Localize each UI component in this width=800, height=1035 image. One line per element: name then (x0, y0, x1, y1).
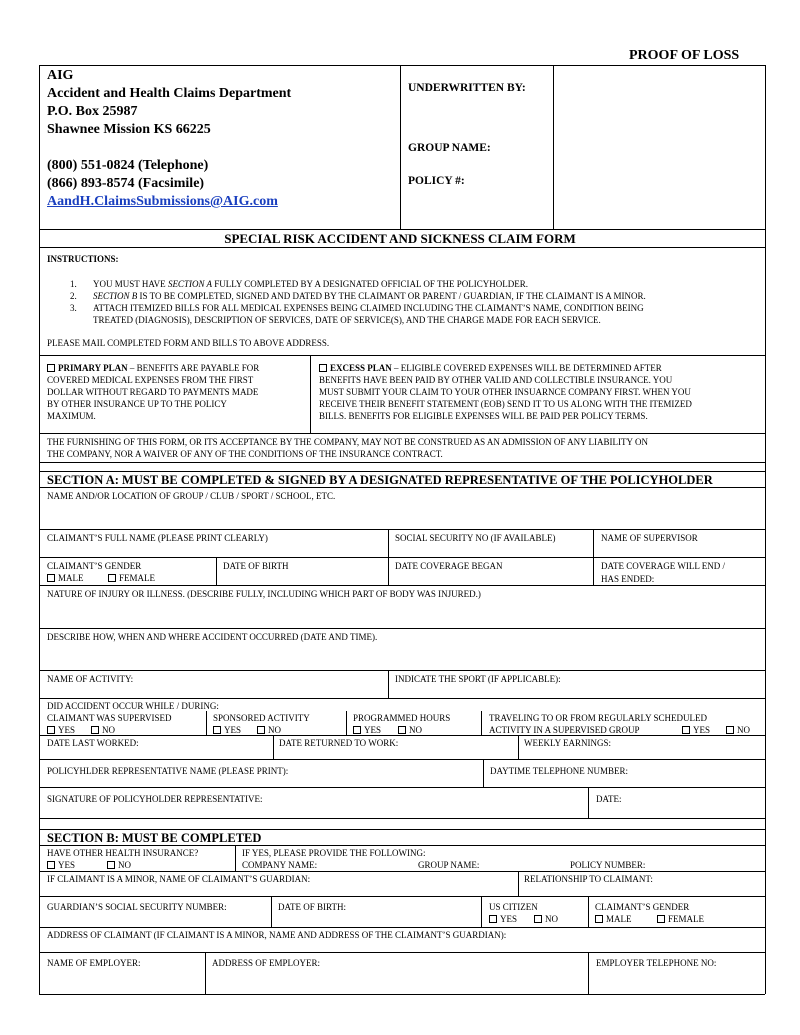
dob-label: DATE OF BIRTH (223, 561, 289, 571)
supervised-yes-option[interactable]: YES (47, 724, 75, 736)
activity-label: NAME OF ACTIVITY: (47, 674, 134, 684)
female-checkbox[interactable] (657, 915, 665, 923)
programmed-yes-option[interactable]: YES (353, 724, 381, 736)
instruction-2: SECTION B IS TO BE COMPLETED, SIGNED AND DATED BY THE CLAIMANT OR PARENT / GUARDIAN, IF THE CLAIMANT IS A MINOR. (93, 291, 646, 301)
excess-plan-text: BENEFITS HAVE BEEN PAID BY OTHER VALID AND COLLECTIBLE INSURANCE. YOU (319, 375, 673, 385)
policy-number-label: POLICY #: (408, 175, 465, 187)
guardian-dob-label: DATE OF BIRTH: (278, 902, 346, 912)
traveling-yes-option[interactable]: YES (682, 724, 710, 736)
excess-plan-text: MUST SUBMIT YOUR CLAIM TO YOUR OTHER INSUARNCE COMPANY FIRST. WHEN YOU (319, 387, 691, 397)
returned-label: DATE RETURNED TO WORK: (279, 738, 399, 748)
po-box: P.O. Box 25987 (47, 104, 138, 119)
group-location-label: NAME AND/OR LOCATION OF GROUP / CLUB / SPORT / SCHOOL, ETC. (47, 491, 336, 501)
no-checkbox[interactable] (534, 915, 542, 923)
employer-address-label: ADDRESS OF EMPLOYER: (212, 958, 321, 968)
fax-number: (866) 893-8574 (Facsimile) (47, 176, 205, 191)
instruction-3-line-2: TREATED (DIAGNOSIS), DESCRIPTION OF SERVICES, DATE OF SERVICE(S), AND THE CHARGE MADE FOR EACH SERVICE. (93, 315, 601, 325)
group-location-field[interactable] (41, 502, 763, 528)
claimant-female-option[interactable]: FEMALE (657, 913, 704, 925)
instruction-1: YOU MUST HAVE SECTION A FULLY COMPLETED BY A DESIGNATED OFFICIAL OF THE POLICYHOLDER. (93, 279, 528, 289)
primary-plan-text: MAXIMUM. (47, 411, 96, 421)
no-checkbox[interactable] (398, 726, 406, 734)
daytime-phone-label: DAYTIME TELEPHONE NUMBER: (490, 766, 629, 776)
primary-plan-option[interactable]: PRIMARY PLAN – BENEFITS ARE PAYABLE FOR (47, 362, 259, 374)
email-link[interactable]: AandH.ClaimsSubmissions@AIG.com (47, 194, 278, 209)
if-yes-label: IF YES, PLEASE PROVIDE THE FOLLOWING: (242, 848, 426, 858)
gender-male-option[interactable]: MALE (47, 572, 84, 584)
sponsored-no-option[interactable]: NO (257, 724, 281, 736)
weekly-earnings-label: WEEKLY EARNINGS: (524, 738, 612, 748)
no-checkbox[interactable] (107, 861, 115, 869)
instruction-3-line-1: ATTACH ITEMIZED BILLS FOR ALL MEDICAL EXPENSES BEING CLAIMED INCLUDING THE CLAIMANT’S NAME, CONDITION BEING (93, 303, 644, 313)
us-citizen-no-option[interactable]: NO (534, 913, 558, 925)
primary-plan-text: COVERED MEDICAL EXPENSES FROM THE FIRST (47, 375, 254, 385)
male-checkbox[interactable] (47, 574, 55, 582)
yes-checkbox[interactable] (489, 915, 497, 923)
instruction-number: 3. (70, 303, 77, 313)
us-citizen-label: US CITIZEN (489, 902, 538, 912)
injury-field[interactable] (41, 600, 763, 626)
claimant-male-option[interactable]: MALE (595, 913, 632, 925)
primary-plan-text: DOLLAR WITHOUT REGARD TO PAYMENTS MADE (47, 387, 259, 397)
claimant-name-label: CLAIMANT’S FULL NAME (PLEASE PRINT CLEARLY) (47, 533, 268, 543)
signature-field[interactable] (41, 805, 586, 817)
sport-label: INDICATE THE SPORT (IF APPLICABLE): (395, 674, 561, 684)
instruction-number: 1. (70, 279, 77, 289)
yes-checkbox[interactable] (353, 726, 361, 734)
excess-plan-checkbox[interactable] (319, 364, 327, 372)
during-label: DID ACCIDENT OCCUR WHILE / DURING: (47, 701, 219, 711)
us-citizen-yes-option[interactable]: YES (489, 913, 517, 925)
signature-label: SIGNATURE OF POLICYHOLDER REPRESENTATIVE: (47, 794, 263, 804)
claimant-address-label: ADDRESS OF CLAIMANT (IF CLAIMANT IS A MINOR, NAME AND ADDRESS OF THE CLAIMANT’S GUARDIAN): (47, 930, 507, 940)
male-checkbox[interactable] (595, 915, 603, 923)
programmed-label: PROGRAMMED HOURS (353, 713, 451, 723)
claimant-gender-label: CLAIMANT’S GENDER (595, 902, 690, 912)
supervisor-label: NAME OF SUPERVISOR (601, 533, 698, 543)
company-name-label: COMPANY NAME: (242, 860, 318, 870)
section-b-title: SECTION B: MUST BE COMPLETED (47, 831, 262, 845)
employer-name-label: NAME OF EMPLOYER: (47, 958, 141, 968)
mail-instruction: PLEASE MAIL COMPLETED FORM AND BILLS TO ABOVE ADDRESS. (47, 338, 330, 348)
claimant-address-field[interactable] (41, 941, 763, 950)
no-checkbox[interactable] (726, 726, 734, 734)
supervised-no-option[interactable]: NO (91, 724, 115, 736)
underwritten-by-label: UNDERWRITTEN BY: (408, 82, 526, 94)
gender-label: CLAIMANT’S GENDER (47, 561, 142, 571)
excess-plan-option[interactable]: EXCESS PLAN – ELIGIBLE COVERED EXPENSES WILL BE DETERMINED AFTER (319, 362, 662, 374)
sponsored-label: SPONSORED ACTIVITY (213, 713, 310, 723)
primary-plan-checkbox[interactable] (47, 364, 55, 372)
other-insurance-label: HAVE OTHER HEALTH INSURANCE? (47, 848, 199, 858)
other-insurance-yes-option[interactable]: YES (47, 859, 75, 871)
company-name: AIG (47, 68, 74, 83)
female-checkbox[interactable] (108, 574, 116, 582)
section-a-title: SECTION A: MUST BE COMPLETED & SIGNED BY A DESIGNATED REPRESENTATIVE OF THE POLICYHOLDER (47, 473, 713, 487)
relationship-label: RELATIONSHIP TO CLAIMANT: (524, 874, 653, 884)
yes-checkbox[interactable] (213, 726, 221, 734)
date-label: DATE: (596, 794, 622, 804)
coverage-end-label: DATE COVERAGE WILL END / (601, 561, 725, 571)
traveling-label-2: ACTIVITY IN A SUPERVISED GROUP (489, 725, 640, 735)
sponsored-yes-option[interactable]: YES (213, 724, 241, 736)
yes-checkbox[interactable] (47, 726, 55, 734)
guardian-name-label: IF CLAIMANT IS A MINOR, NAME OF CLAIMANT’S GUARDIAN: (47, 874, 311, 884)
yes-checkbox[interactable] (682, 726, 690, 734)
rep-name-label: POLICYHLDER REPRESENTATIVE NAME (PLEASE PRINT): (47, 766, 289, 776)
group-name-label: GROUP NAME: (408, 142, 491, 154)
instructions-label: INSTRUCTIONS: (47, 254, 119, 264)
accident-field[interactable] (41, 643, 763, 669)
traveling-label: TRAVELING TO OR FROM REGULARLY SCHEDULED (489, 713, 708, 723)
underwriter-field[interactable] (556, 67, 762, 227)
guardian-ssn-label: GUARDIAN’S SOCIAL SECURITY NUMBER: (47, 902, 227, 912)
gender-female-option[interactable]: FEMALE (108, 572, 155, 584)
phone-number: (800) 551-0824 (Telephone) (47, 158, 209, 173)
other-insurance-no-option[interactable]: NO (107, 859, 131, 871)
department-name: Accident and Health Claims Department (47, 86, 292, 101)
group-name-label: GROUP NAME: (418, 860, 480, 870)
last-worked-label: DATE LAST WORKED: (47, 738, 139, 748)
employer-phone-label: EMPLOYER TELEPHONE NO: (596, 958, 717, 968)
form-title: SPECIAL RISK ACCIDENT AND SICKNESS CLAIM FORM (224, 231, 576, 246)
coverage-ended-label: HAS ENDED: (601, 574, 655, 584)
excess-plan-text: BILLS. BENEFITS FOR ELIGIBLE EXPENSES WILL BE PAID PER POLICY TERMS. (319, 411, 648, 421)
policy-number-label: POLICY NUMBER: (570, 860, 646, 870)
yes-checkbox[interactable] (47, 861, 55, 869)
accident-label: DESCRIBE HOW, WHEN AND WHERE ACCIDENT OCCURRED (DATE AND TIME). (47, 632, 378, 642)
city-state-zip: Shawnee Mission KS 66225 (47, 122, 211, 137)
disclaimer-line-1: THE FURNISHING OF THIS FORM, OR ITS ACCEPTANCE BY THE COMPANY, MAY NOT BE CONSTRUED AS AN ADMISSION OF ANY LIABILITY ON (47, 437, 648, 447)
primary-plan-text: BY OTHER INSURANCE UP TO THE POLICY (47, 399, 227, 409)
instruction-number: 2. (70, 291, 77, 301)
traveling-no-option[interactable]: NO (726, 724, 750, 736)
injury-label: NATURE OF INJURY OR ILLNESS. (DESCRIBE FULLY, INCLUDING WHICH PART OF BODY WAS INJURED.) (47, 589, 481, 599)
no-checkbox[interactable] (91, 726, 99, 734)
disclaimer-line-2: THE COMPANY, NOR A WAIVER OF ANY OF THE CONDITIONS OF THE INSURANCE CONTRACT. (47, 449, 443, 459)
page-title: PROOF OF LOSS (629, 48, 740, 63)
supervised-label: CLAIMANT WAS SUPERVISED (47, 713, 172, 723)
ssn-label: SOCIAL SECURITY NO (IF AVAILABLE) (395, 533, 556, 543)
no-checkbox[interactable] (257, 726, 265, 734)
excess-plan-text: RECEIVE THEIR BENEFIT STATEMENT (EOB) SEND IT TO US ALONG WITH THE ITEMIZED (319, 399, 692, 409)
programmed-no-option[interactable]: NO (398, 724, 422, 736)
coverage-began-label: DATE COVERAGE BEGAN (395, 561, 503, 571)
